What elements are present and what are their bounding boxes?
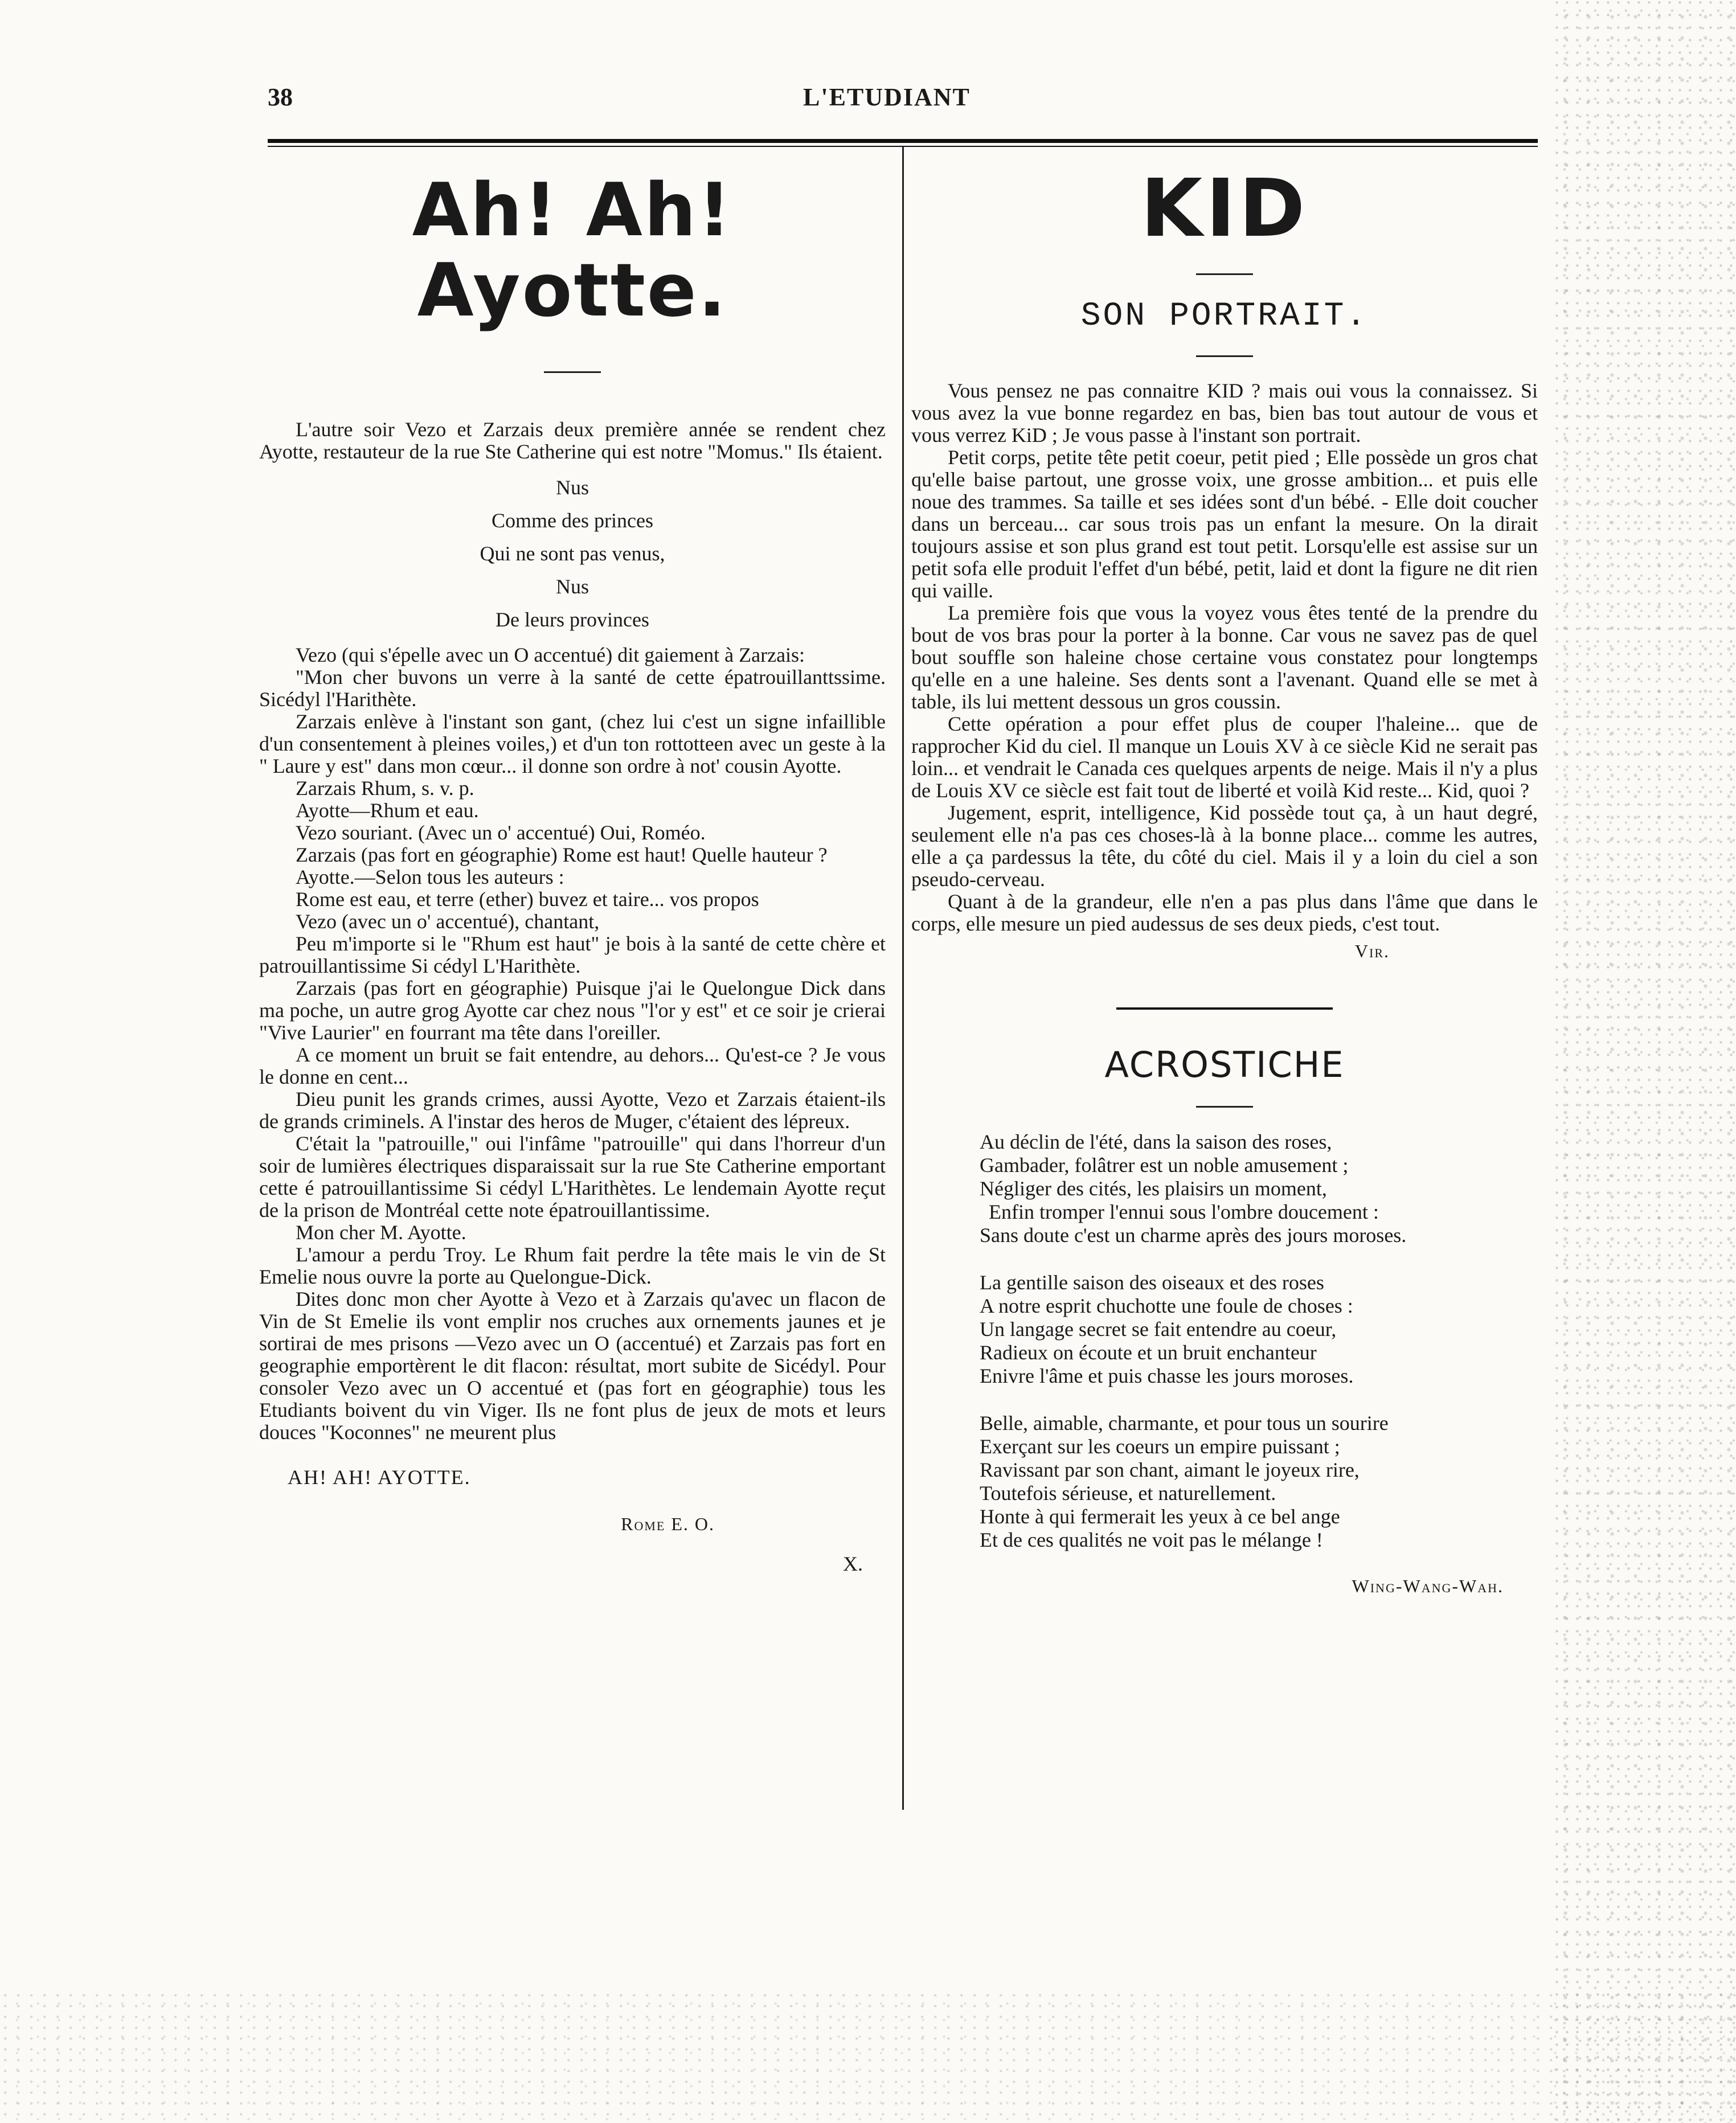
title-rule [544, 371, 601, 373]
scan-noise-bottom [0, 1992, 1736, 2123]
intro-paragraph: L'autre soir Vezo et Zarzais deux première année se rendent chez Ayotte, restauteur de la rue Ste Catherine qui est notre "Momus." Ils étaient. [259, 417, 886, 463]
paragraph: A ce moment un bruit se fait entendre, au dehors... Qu'est-ce ? Je vous le donne en cent... [259, 1043, 886, 1088]
paragraph: Vezo souriant. (Avec un o' accentué) Oui, Roméo. [296, 821, 706, 844]
right-article-title: KID [1140, 162, 1309, 255]
acrostic-poem [980, 1130, 1538, 1552]
poem-line: Un langage secret se fait entendre au coeur, [980, 1318, 1337, 1341]
left-article [259, 154, 886, 1576]
poem-line: Enfin tromper l'ennui sous l'ombre doucement : [989, 1200, 1379, 1223]
poem-line: Belle, aimable, charmante, et pour tous un sourire [980, 1412, 1389, 1435]
paragraph: Ayotte—Rhum et eau. [296, 798, 479, 822]
stanza [980, 1130, 1538, 1247]
paragraph: Dieu punit les grands crimes, aussi Ayotte, Vezo et Zarzais étaient-ils de grands criminels. A l'instar des heros de Muger, c'étaient des lépreux. [259, 1087, 886, 1133]
right-body [911, 380, 1538, 935]
scan-noise-right [1554, 0, 1736, 2123]
column-divider [902, 147, 904, 1810]
verse-line: De leurs provinces [496, 608, 649, 631]
page-header [268, 83, 1538, 122]
acrostic-title: ACROSTICHE [1104, 1044, 1345, 1085]
paragraph: Vezo (avec un o' accentué), chantant, [296, 909, 600, 933]
paragraph: "Mon cher buvons un verre à la santé de cette épatrouillanttssime. Sicédyl l'Harithète. [259, 665, 886, 711]
paragraph: Quant à de la grandeur, elle n'en a pas plus dans l'âme que dans le corps, elle mesure un pied audessus de ses deux pieds, c'est tout. [911, 890, 1538, 935]
poem-line: Toutefois sérieuse, et naturellement. [980, 1482, 1276, 1505]
poem-line: Radieux on écoute et un bruit enchanteur [980, 1341, 1317, 1364]
poem-line: Honte à qui fermerait les yeux à ce bel ange [980, 1505, 1340, 1528]
paragraph: Petit corps, petite tête petit coeur, petit pied ; Elle possède un gros chat qu'elle baise partout, une grosse voix, une grosse ambition... et puis elle noue des trammes. Sa taille et ses idées sont d'un bébé. - Elle doit coucher dans un berceau... car sous trois pas un enfant la mesure. On la dirait toujours assise et son plus grand est tout petit. Lorsqu'elle est assise sur un petit sofa elle produit l'effet d'un bébé, petit, laid et dont la figure ne dit rien qui vaille. [911, 446, 1538, 602]
title-rule [1196, 273, 1253, 275]
poem-line: A notre esprit chuchotte une foule de choses : [980, 1294, 1353, 1317]
verse-line: Nus [555, 476, 589, 499]
verse-line: Comme des princes [492, 509, 653, 532]
paragraph: Zarzais (pas fort en géographie) Puisque j'ai le Quelongue Dick dans ma poche, un autre grog Ayotte car chez nous "l'or y est" et ce soir je crierai "Vive Laurier" en fourrant ma tête dans l'oreiller. [259, 976, 886, 1044]
poem-line: Et de ces qualités ne voit pas le mélange ! [980, 1528, 1323, 1551]
poem-line: Enivre l'âme et puis chasse les jours moroses. [980, 1364, 1354, 1387]
paragraph: La première fois que vous la voyez vous êtes tenté de la prendre du bout de vos bras pour la porter à la bonne. Car vous ne savez pas de quel bout souffle son haleine chose certaine vous constatez pour longtemps qu'elle en a une haleine. Ses dents sont a l'avenant. Quand elle se met à table, ils lui mettent dessous un gros coussin. [911, 601, 1538, 713]
paragraph: Zarzais (pas fort en géographie) Rome est haut! Quelle hauteur ? [296, 843, 828, 866]
left-verse [259, 471, 886, 636]
acrostic-signature: Wing-Wang-Wah. [1352, 1576, 1504, 1596]
paragraph: C'était la "patrouille," oui l'infâme "patrouille" qui dans l'horreur d'un soir de lumières électriques disparaissait sur la rue Ste Catherine emportant cette é patrouillantissime Si cédyl L'Harithètes. Le lendemain Ayotte reçut de la prison de Montréal cette note épatrouillantissime. [259, 1132, 886, 1222]
journal-title: L'ETUDIANT [803, 83, 971, 111]
paragraph: Mon cher M. Ayotte. [296, 1220, 466, 1244]
right-article-subtitle: SON PORTRAIT. [1080, 298, 1369, 335]
paragraph: Zarzais Rhum, s. v. p. [296, 776, 474, 800]
poem-line: La gentille saison des oiseaux et des roses [980, 1271, 1324, 1294]
right-signature: Vir. [1354, 941, 1390, 961]
left-body [259, 644, 886, 1444]
section-separator [1116, 1007, 1333, 1010]
page-number: 38 [268, 83, 293, 111]
stanza [980, 1271, 1538, 1388]
paragraph: Peu m'importe si le "Rhum est haut" je bois à la santé de cette chère et patrouillantissime Si cédyl L'Harithète. [259, 932, 886, 977]
poem-line: Sans doute c'est un charme après des jours moroses. [980, 1224, 1407, 1247]
verse-line: Qui ne sont pas venus, [480, 542, 665, 565]
paragraph: Ayotte.—Selon tous les auteurs : [296, 865, 564, 888]
paragraph: Zarzais enlève à l'instant son gant, (chez lui c'est un signe infaillible d'un consentement à pleines voiles,) et d'un ton rottotteen avec un geste à la " Laure y est" dans mon cœur... il donne son ordre à not' cousin Ayotte. [259, 710, 886, 777]
poem-line: Gambader, folâtrer est un noble amusement ; [980, 1154, 1349, 1177]
paragraph: Vous pensez ne pas connaitre KID ? mais oui vous la connaissez. Si vous avez la vue bonne regardez en bas, bien bas tout autour de vous et vous verrez KiD ; Je vous passe à l'instant son portrait. [911, 379, 1538, 446]
left-signature: Rome E. O. [621, 1513, 715, 1534]
left-mark: X. [843, 1552, 863, 1575]
poem-line: Négliger des cités, les plaisirs un moment, [980, 1177, 1327, 1200]
left-article-title: Ah! Ah! Ayotte. [412, 168, 733, 333]
stanza [980, 1412, 1538, 1552]
poem-line: Ravissant par son chant, aimant le joyeux rire, [980, 1458, 1360, 1481]
paragraph: Cette opération a pour effet plus de couper l'haleine... que de rapprocher Kid du ciel. Il manque un Louis XV à ce siècle Kid ne serait pas loin... et vendrait le Canada ces quelques arpents de neige. Mais il n'y a plus de Louis XV ce siècle est fait tout de liberté et voilà Kid reste... Kid, quoi ? [911, 712, 1538, 802]
paragraph: Rome est eau, et terre (ether) buvez et taire... vos propos [296, 887, 759, 911]
poem-line: Au déclin de l'été, dans la saison des roses, [980, 1130, 1332, 1153]
poem-line: Exerçant sur les coeurs un empire puissant ; [980, 1435, 1340, 1458]
paragraph: L'amour a perdu Troy. Le Rhum fait perdre la tête mais le vin de St Emelie nous ouvre la porte au Quelongue-Dick. [259, 1243, 886, 1288]
verse-line: Nus [555, 575, 589, 598]
paragraph: Jugement, esprit, intelligence, Kid possède tout ça, à un haut degré, seulement elle n'a pas ces choses-là à la bonne place... comme les autres, elle a ça pardessus la tête, du côté du ciel. Mais il y a loin du ciel a son pseudo-cerveau. [911, 801, 1538, 891]
left-intro [259, 419, 886, 463]
acrostic-rule [1196, 1106, 1253, 1108]
paragraph: Vezo (qui s'épelle avec un O accentué) dit gaiement à Zarzais: [296, 643, 805, 666]
right-article [911, 154, 1538, 1597]
paragraph: Dites donc mon cher Ayotte à Vezo et à Zarzais qu'avec un flacon de Vin de St Emelie ils vont emplir nos cruches aux ornements jaunes et je sortirai de mes prisons —Vezo avec un O (accentué) et Zarzais pas fort en geographie emportèrent le dit flacon: résultat, mort subite de Sicédyl. Pour consoler Vezo avec un O accentué et (pas fort en géographie) tous les Etudiants boivent du vin Viger. Ils ne font plus de jeux de mots et leurs douces "Koconnes" ne meurent plus [259, 1287, 886, 1444]
subtitle-rule [1196, 355, 1253, 357]
header-rule-thick [268, 139, 1538, 143]
left-signoff: AH! AH! AYOTTE. [288, 1465, 471, 1489]
